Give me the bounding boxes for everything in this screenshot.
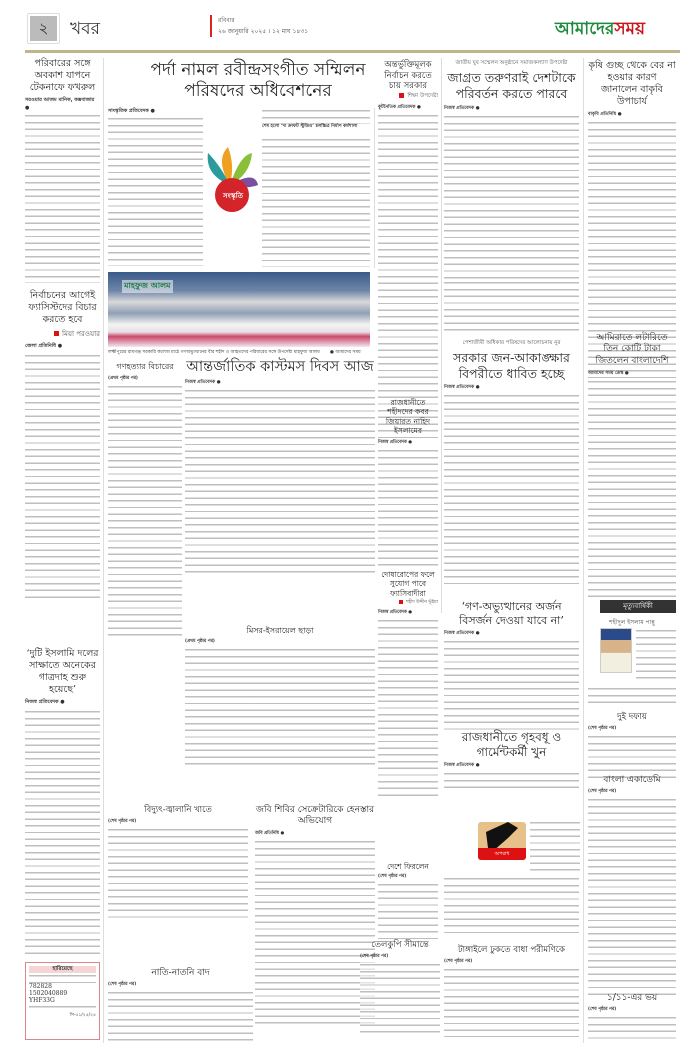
news-photo bbox=[108, 272, 370, 347]
ad-number-1: 782828 bbox=[29, 983, 52, 990]
article-academy bbox=[588, 775, 676, 997]
headline: বাংলা একাডেমি bbox=[603, 775, 661, 785]
ad-footer: সি-৫১/২৫/২৫ bbox=[69, 1013, 96, 1018]
byline: নিজস্ব প্রতিবেদক ● bbox=[378, 610, 413, 616]
article-body bbox=[588, 797, 676, 997]
red-square-icon bbox=[54, 331, 59, 336]
article-martyrs bbox=[378, 398, 438, 568]
article-body bbox=[444, 967, 579, 1037]
section-title: খবর bbox=[70, 19, 100, 39]
article-professional bbox=[444, 340, 579, 588]
byline: নিজস্ব প্রতিবেদক ● bbox=[444, 630, 480, 636]
lead-body-1 bbox=[108, 116, 203, 266]
headline: অন্তর্ভুক্তিমূলক নির্বাচন করতে চায় সরকার bbox=[384, 60, 432, 92]
column-divider bbox=[583, 58, 584, 1043]
culture-logo bbox=[200, 145, 260, 215]
youth-body-continued bbox=[444, 280, 579, 335]
headline: নাতি-নাতনি বাদ bbox=[151, 968, 210, 978]
kicker: জাতীয় যুব সম্মেলন অনুষ্ঠানে সমাজকল্যাণ উপদেষ্টা bbox=[455, 60, 568, 66]
newspaper-logo bbox=[555, 16, 645, 44]
photo-credit: ● আমাদের সময় bbox=[330, 350, 361, 355]
lead-subhead: শেষ হলো ‘দ্য ক্রাফট স্টুডিও’ চলচ্চিত্র নির্মাণ কর্মশালা bbox=[262, 124, 358, 129]
byline: (শেষ পৃষ্ঠার পর) bbox=[588, 789, 617, 795]
byline: আমাদের সময় ডেস্ক ● bbox=[588, 370, 629, 376]
byline: জেলা প্রতিনিধি ● bbox=[25, 342, 63, 349]
article-jabi bbox=[255, 805, 375, 1024]
byline: কূটনৈতিক প্রতিবেদক ● bbox=[378, 104, 421, 110]
headline: ১/১১-এর ভয় bbox=[606, 993, 658, 1003]
byline: নিজস্ব প্রতিবেদক ● bbox=[185, 380, 221, 386]
headline: রাজধানীতে গৃহবধূ ও গার্মেন্টকর্মী খুন bbox=[461, 730, 562, 759]
article-body bbox=[360, 962, 440, 1037]
article-body bbox=[108, 827, 248, 922]
lead-article bbox=[108, 60, 408, 103]
article-body bbox=[185, 388, 375, 573]
headline: টাঙ্গাইলে ঢুকতে বাধা পরীমণিকে bbox=[458, 945, 565, 955]
culture-logo-text: সংস্কৃতি bbox=[223, 192, 243, 200]
red-square-icon bbox=[399, 93, 404, 98]
article-body bbox=[25, 353, 100, 603]
headline: দুই দফায় bbox=[617, 712, 647, 722]
headline: দেশে ফিরলেন bbox=[387, 862, 429, 871]
classified-ad bbox=[25, 962, 100, 1040]
headline: আমিরাতে লটারিতে তিন কোটি টাকা জিতলেন বাংলাদেশি bbox=[595, 333, 669, 366]
ad-number-3: YHF33G bbox=[29, 997, 55, 1004]
article-body bbox=[378, 618, 438, 798]
byline: (শেষ পৃষ্ঠার পর) bbox=[108, 818, 137, 824]
article-body bbox=[588, 1015, 676, 1040]
obituary-text bbox=[636, 628, 676, 683]
article-inclusive bbox=[378, 60, 438, 443]
article-two-point bbox=[588, 712, 676, 779]
lead-body-3 bbox=[262, 137, 370, 267]
column-divider bbox=[103, 58, 104, 1043]
obituary-label: মৃত্যুবার্ষিকী bbox=[600, 600, 676, 613]
header-date: ২৬ জানুয়ারি ২০২৫ । ১২ মাঘ ১৪৩১ bbox=[218, 28, 309, 35]
article-body bbox=[378, 448, 438, 568]
photo-banner: মাহফুজ আলম bbox=[122, 280, 173, 293]
headline: মিসর-ইসরায়েল ছাড়া bbox=[246, 626, 314, 635]
byline: নিজস্ব প্রতিবেদক ● bbox=[444, 106, 480, 112]
article-body bbox=[108, 990, 253, 1045]
byline: জবি প্রতিনিধি ● bbox=[255, 830, 285, 836]
reporter: শিক্ষা উপদেষ্টা bbox=[407, 92, 438, 99]
article-tangail bbox=[444, 945, 579, 1037]
article-genocide bbox=[108, 362, 182, 639]
lead-headline-1: পর্দা নামল রবীন্দ্রসংগীত সম্মিলন bbox=[150, 60, 366, 80]
reporter: শহীদ উদ্দীন ভূঁইয়া bbox=[406, 600, 438, 606]
byline: নিজস্ব প্রতিবেদক ● bbox=[444, 385, 480, 391]
obituary-photo bbox=[600, 628, 632, 673]
article-returned bbox=[378, 862, 438, 942]
headline: জবি শিবির সেক্রেটারিকে হেনস্তার অভিযোগ bbox=[255, 805, 375, 827]
article-body bbox=[108, 384, 182, 639]
article-left-bottom bbox=[25, 648, 100, 959]
article-one-eleven bbox=[588, 993, 676, 1040]
photo-caption: লক্ষ্মীপুরের রামগঞ্জ সরকারি কলেজ মাঠে গণঅভ্যুত্থানের বীর শহীদ ও আহতদের পরিবারের সঙ্গে উপদেষ্টা মাহফুজ আলম bbox=[108, 350, 320, 355]
byline: নিজস্ব প্রতিবেদক ● bbox=[25, 698, 65, 705]
article-grandkids bbox=[108, 968, 253, 1045]
headline: ‘গণ-অভ্যুত্থানের অর্জন বিসর্জন দেওয়া যাবে না’ bbox=[459, 600, 564, 627]
headline: কৃষি গুচ্ছ থেকে বের না হওয়ার কারণ জানালেন বাকৃবি উপাচার্য bbox=[588, 60, 676, 107]
article-murder bbox=[444, 730, 579, 793]
article-body bbox=[25, 113, 100, 283]
article-electricity bbox=[108, 805, 248, 922]
logo-part2: সময় bbox=[614, 19, 645, 39]
page-number: ২ bbox=[30, 16, 57, 41]
byline: (শেষ পৃষ্ঠার পর) bbox=[378, 874, 407, 880]
article-body bbox=[255, 839, 375, 1024]
lead-byline: সাংস্কৃতিক প্রতিবেদক ● bbox=[108, 108, 155, 114]
lead-body-2 bbox=[262, 108, 370, 124]
article-customs bbox=[185, 358, 375, 573]
article-fascists bbox=[378, 570, 438, 798]
article-body bbox=[444, 639, 579, 734]
byline: (শেষ পৃষ্ঠার পর) bbox=[588, 1007, 617, 1013]
headline: গণহত্যার বিচারের bbox=[116, 362, 174, 371]
article-body bbox=[444, 771, 579, 793]
obituary-name: শহীদুল ইসলাম পান্নু bbox=[609, 619, 655, 626]
headline: পরিবারের সঙ্গে অবকাশ যাপনে টেকনাফে ফখরুল bbox=[29, 58, 96, 93]
logo-part1: আমাদের bbox=[555, 19, 615, 39]
byline: নিজস্ব প্রতিবেদক ● bbox=[444, 763, 480, 768]
headline: নির্বাচনের আগেই ফ্যাসিস্টদের বিচার করতে হবে bbox=[28, 290, 97, 325]
ad-number-2: 1502040889 bbox=[29, 990, 68, 997]
headline: ‘দুটি ইসলামি দলের সাক্ষাতে অনেকের গাত্রদাহ শুরু হয়েছে’ bbox=[26, 648, 99, 695]
article-body bbox=[444, 393, 579, 588]
headline: সরকার জন-আকাঙ্ক্ষার বিপরীতে ধাবিত হচ্ছে bbox=[453, 350, 570, 381]
headline: বিদ্যুৎ-জ্বালানি খাতে bbox=[144, 805, 212, 815]
headline: দোষারোপের ফলে সুযোগ পাবে ফ্যাসিবাদীরা bbox=[381, 570, 435, 598]
byline: (শেষ পৃষ্ঠার পর) bbox=[588, 725, 617, 731]
article-left-mid bbox=[25, 290, 100, 603]
header-rule bbox=[25, 50, 680, 53]
column-divider bbox=[374, 108, 375, 268]
byline: নিজস্ব প্রতিবেদক ● bbox=[378, 439, 413, 445]
byline: সরওয়ার আজম মানিক, কক্সবাজার ● bbox=[25, 96, 95, 111]
obituary-text-2 bbox=[588, 686, 676, 708]
date-divider bbox=[210, 15, 212, 37]
header-day: রবিবার bbox=[218, 17, 235, 24]
article-body bbox=[588, 379, 676, 599]
headline: তেলকুপি সীমান্তে bbox=[371, 940, 429, 950]
byline: (শেষ পৃষ্ঠার পর) bbox=[360, 953, 389, 959]
article-body bbox=[378, 882, 438, 942]
article-uprising bbox=[444, 600, 579, 734]
crime-badge bbox=[478, 822, 526, 860]
byline: (শেষ পৃষ্ঠার পর) bbox=[108, 982, 137, 988]
crime-badge-label: অপরাধ bbox=[478, 848, 526, 860]
reporter-tag: মিয়া পরওয়ার bbox=[25, 328, 100, 340]
ad-label: হারিয়েছে bbox=[29, 966, 96, 973]
lead-headline-2: পরিষদের অধিবেশনের bbox=[184, 81, 332, 102]
byline: (প্রথম পৃষ্ঠার পর) bbox=[185, 639, 215, 644]
murder-body-2 bbox=[530, 820, 580, 875]
red-square-icon bbox=[399, 600, 403, 604]
headline: আন্তর্জাতিক কাস্টমস দিবস আজ bbox=[186, 359, 374, 375]
article-body bbox=[444, 114, 579, 282]
article-border bbox=[360, 940, 440, 1037]
article-youth bbox=[444, 60, 579, 282]
article-body bbox=[185, 647, 375, 767]
byline: (প্রথম পৃষ্ঠার পর) bbox=[108, 376, 138, 381]
article-body bbox=[588, 734, 676, 779]
column-divider bbox=[441, 58, 442, 613]
murder-body-3 bbox=[444, 876, 579, 936]
article-lottery bbox=[588, 333, 676, 599]
article-egypt bbox=[185, 626, 375, 767]
headline: রাজধানীতে শহীদদের কবর জিয়ারত নাহিদ ইসলামের bbox=[385, 398, 431, 436]
article-body bbox=[25, 709, 100, 959]
article-left-top bbox=[25, 58, 100, 283]
page-number-box bbox=[27, 13, 60, 44]
byline: (শেষ পৃষ্ঠার পর) bbox=[444, 958, 473, 964]
headline: জাগ্রত তরুণরাই দেশটাকে পরিবর্তন করতে পারবে bbox=[447, 70, 576, 101]
byline: বাকৃবি প্রতিনিধি ● bbox=[588, 111, 622, 117]
kicker: পেশাজীবী অধিকার পরিষদের আলোচনায় নুর bbox=[462, 340, 561, 346]
article-body bbox=[378, 113, 438, 443]
